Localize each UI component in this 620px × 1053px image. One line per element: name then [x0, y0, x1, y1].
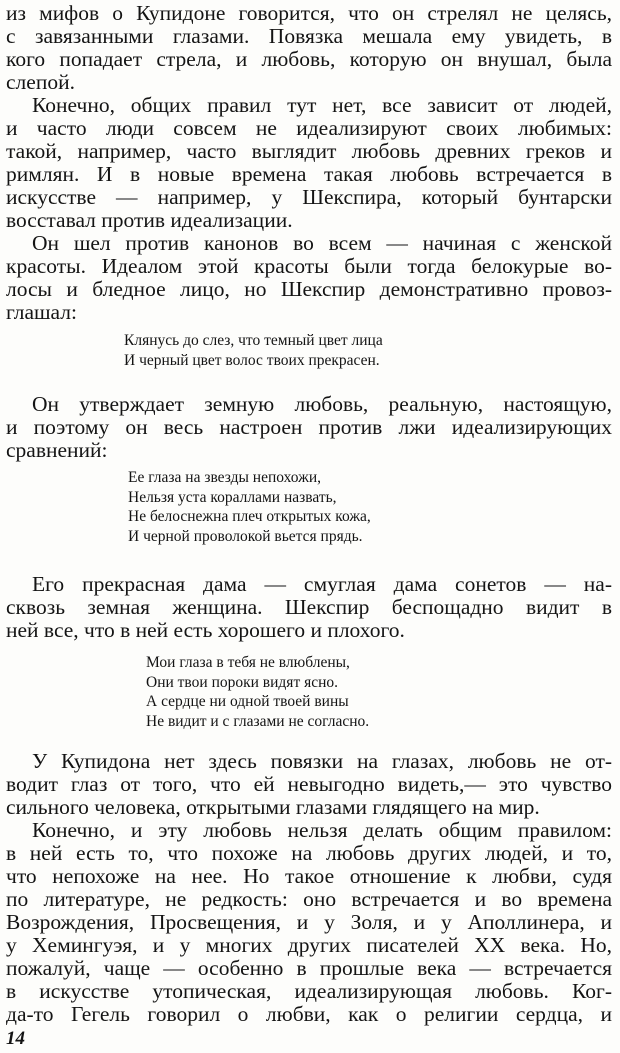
text-line: Конечно, общих правил тут нет, все зависит от людей,: [32, 93, 612, 117]
verse-line: Мои глаза в тебя не влюблены,: [146, 654, 350, 671]
text-line: сравнений:: [6, 438, 108, 462]
page-number: 14: [6, 1028, 25, 1049]
text-line: ней все, что в ней есть хорошего и плохого.: [6, 618, 405, 642]
text-line: по литературе, не редкость: оно встречается и во времена: [6, 887, 612, 911]
verse-line: Нельзя уста кораллами назвать,: [128, 488, 337, 506]
text-line: римлян. И в новые времена такая любовь встречается в: [6, 162, 612, 186]
paragraph-6: [6, 750, 612, 819]
text-line: такой, например, часто выглядит любовь древних греков и: [6, 139, 612, 163]
text-line: слепой.: [6, 70, 75, 94]
verse-quote-2: [128, 468, 371, 546]
text-line: кого попадает стрела, и любовь, которую он внушал, была: [6, 47, 612, 71]
verse-line: И черный цвет волос твоих прекрасен.: [124, 351, 380, 369]
verse-quote-3: [146, 653, 369, 731]
text-line: что непохоже на нее. Но такое отношение к любви, судя: [6, 864, 612, 888]
paragraph-5: [6, 573, 612, 642]
paragraph-2: [6, 94, 612, 232]
text-line: водит глаз от того, что ей невыгодно видеть,— это чувство: [6, 772, 612, 796]
text-line: красоты. Идеалом этой красоты были тогда белокурые во-: [6, 254, 612, 278]
text-line: сквозь земная женщина. Шекспир беспощадно видит в: [6, 595, 612, 619]
verse-line: Они твои пороки видят ясно.: [146, 673, 339, 691]
verse-line: Ее глаза на звезды непохожи,: [128, 469, 322, 486]
text-line: лосы и бледное лицо, но Шекспир демонстративно провоз-: [6, 277, 612, 301]
paragraph-4: [6, 393, 612, 462]
text-line: у Хемингуэя, и у многих других писателей XX века. Но,: [6, 933, 612, 957]
text-line: Его прекрасная дама — смуглая дама сонетов — на-: [32, 572, 612, 596]
text-line: в искусстве утопическая, идеализирующая любовь. Ког-: [6, 979, 612, 1003]
text-line: и поэтому он весь настроен против лжи идеализирующих: [6, 415, 612, 439]
text-line: пожалуй, чаще — особенно в прошлые века — встречается: [6, 956, 612, 980]
text-line: и часто люди совсем не идеализируют своих любимых:: [6, 116, 612, 140]
text-line: в ней есть то, что похоже на любовь других людей, и то,: [6, 841, 612, 865]
verse-line: И черной проволокой вьется прядь.: [128, 527, 363, 545]
text-line: сильного человека, открытыми глазами глядящего на мир.: [6, 795, 540, 819]
verse-line: Клянусь до слез, что темный цвет лица: [124, 332, 383, 349]
verse-line: А сердце ни одной твоей вины: [146, 693, 349, 710]
text-line: Возрождения, Просвещения, и у Золя, и у Аполлинера, и: [6, 910, 612, 934]
paragraph-3: [6, 232, 612, 324]
paragraph-7: [6, 819, 612, 1026]
paragraph-1: [6, 2, 612, 94]
text-line: да-то Гегель говорил о любви, как о религии сердца, и: [6, 1002, 612, 1026]
text-line: У Купидона нет здесь повязки на глазах, любовь не от-: [32, 749, 612, 773]
text-line: искусстве — например, у Шекспира, который бунтарски: [6, 185, 612, 209]
text-line: из мифов о Купидоне говорится, что он стрелял не целясь,: [6, 1, 612, 25]
text-line: с завязанными глазами. Повязка мешала ему увидеть, в: [6, 24, 612, 48]
text-line: Он шел против канонов во всем — начиная с женской: [32, 231, 612, 255]
text-line: Конечно, и эту любовь нельзя делать общим правилом:: [32, 818, 612, 842]
text-line: глашал:: [6, 300, 77, 324]
verse-line: Не белоснежна плеч открытых кожа,: [128, 508, 371, 525]
verse-line: Не видит и с глазами не согласно.: [146, 712, 370, 730]
verse-quote-1: [124, 331, 383, 370]
text-line: Он утверждает земную любовь, реальную, настоящую,: [32, 392, 612, 416]
text-line: восставал против идеализации.: [6, 208, 293, 232]
